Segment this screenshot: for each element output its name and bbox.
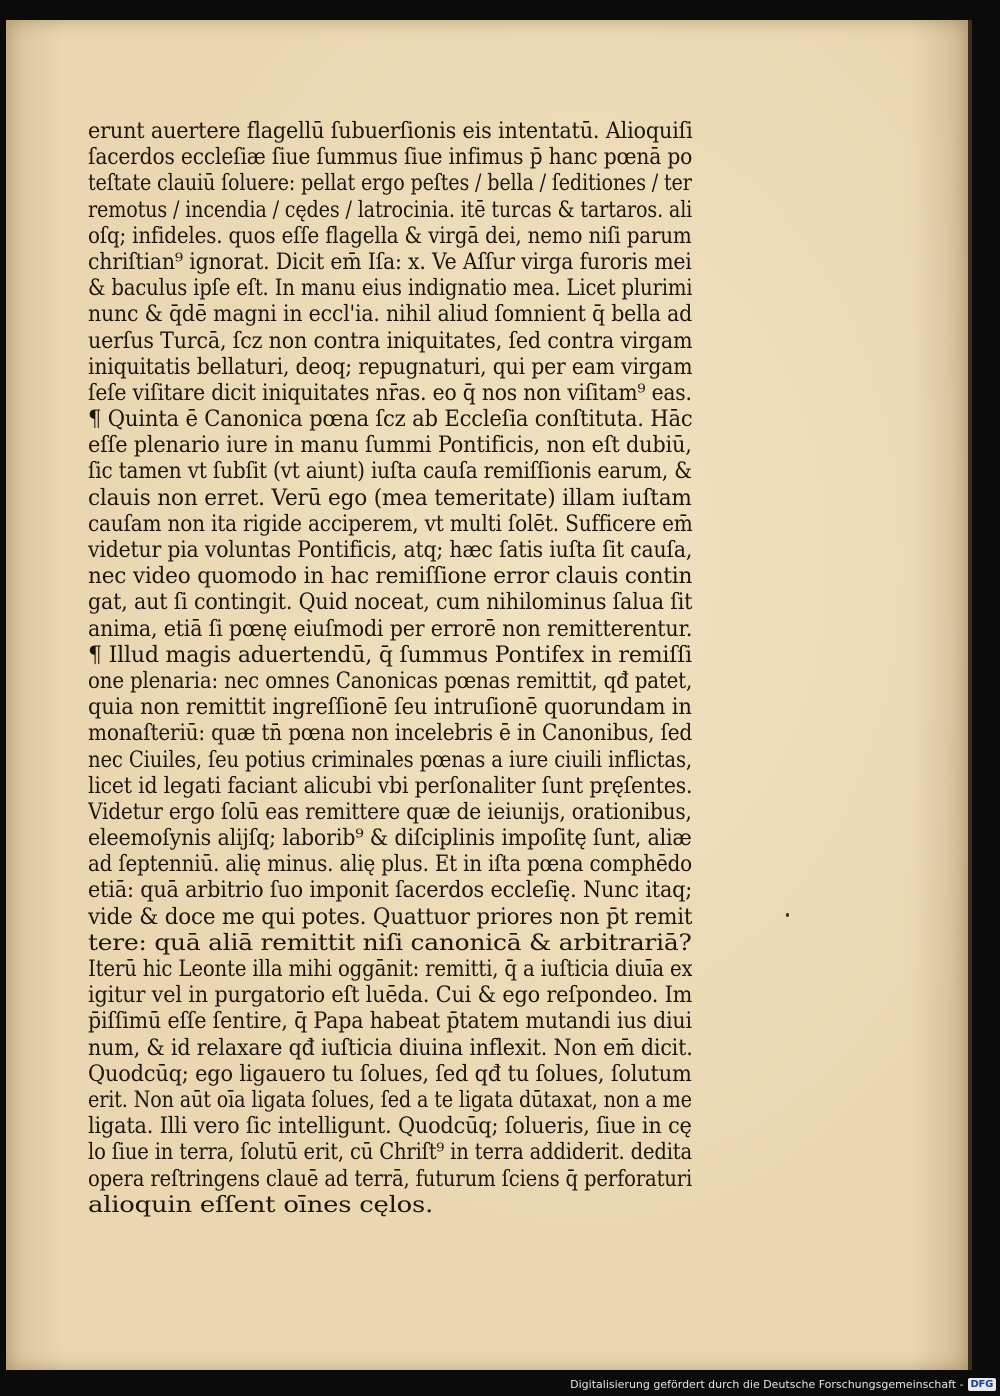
text-line: gat, aut ſi contingit. Quid noceat, cum nihilominus ſalua ſit: [88, 589, 693, 616]
text-line: etiā: quā arbitrio ſuo imponit ſacerdos eccleſię. Nunc itaq;: [88, 877, 693, 904]
digitization-credit: [570, 1374, 996, 1394]
text-line: licet id legati faciant alicubi vbi perſonaliter ſunt pręſentes.: [88, 772, 693, 799]
text-line: oſq; infideles. quos eſſe flagella & virgā dei, nemo niſi parum: [88, 222, 692, 249]
text-line: chriſtian⁹ ignorat. Dicit em̄ Iſa: x. Ve Aſſur virga furoris mei: [88, 248, 692, 275]
text-line: vide & doce me qui potes. Quattuor priores non p̄t remit: [88, 903, 693, 930]
text-line: erunt auertere flagellū ſubuerſionis eis intentatū. Alioquiſi: [88, 118, 693, 144]
text-line: nunc & q̄dē magni in eccl'ia. nihil aliud ſomnient q̄ bella ad: [88, 301, 693, 328]
text-line: iniquitatis bellaturi, deoq; repugnaturi, qui per eam virgam: [88, 353, 693, 380]
text-line: ¶ Illud magis aduertendū, q̄ ſummus Pontifex in remiſſi: [88, 641, 693, 668]
text-line: alioquin eſſent oīnes cęlos.: [88, 1191, 434, 1218]
text-line: ſeſe viſitare dicit iniquitates nr̄as. eo q̄ nos non viſitam⁹ eas.: [88, 379, 692, 406]
text-line: opera reſtringens clauē ad terrā, futurum ſciens q̄ perforaturi: [88, 1165, 693, 1192]
ink-speck: [786, 913, 789, 917]
text-line: p̄iſſimū eſſe ſentire, q̄ Papa habeat p̄tatem mutandi ius diui: [88, 1008, 692, 1035]
text-line: & baculus ipſe eſt. In manu eius indignatio mea. Licet plurimi: [88, 275, 693, 302]
text-line: num, & id relaxare qđ iuſticia diuina inflexit. Non em̄ dicit.: [88, 1034, 693, 1061]
text-line: eſſe plenario iure in manu ſummi Pontificis, non eſt dubiū,: [88, 432, 692, 459]
text-line: monaſteriū: quæ tn̄ pœna non incelebris ē in Canonibus, ſed: [88, 720, 693, 747]
text-line: anima, etiā ſi pœnę eiuſmodi per errorē non remitterentur.: [88, 615, 692, 642]
text-line: videtur pia voluntas Pontificis, atq; hæc ſatis iuſta ſit cauſa,: [88, 537, 693, 563]
text-line: erit. Non aūt oīa ligata ſolues, ſed a te ligata dūtaxat, non a me: [88, 1086, 692, 1113]
dfg-logo: DFG: [968, 1378, 996, 1391]
text-line: tere: quā aliā remittit niſi canonicā & arbitrariā?: [88, 929, 692, 956]
text-line: ligata. Illi vero ſic intelligunt. Quodcūq; ſolueris, ſiue in cę: [88, 1113, 692, 1140]
text-line: uerſus Turcā, ſcz non contra iniquitates, ſed contra virgam: [88, 327, 693, 354]
text-line: ſacerdos eccleſiæ ſiue ſummus ſiue infimus p̄ hanc pœnā po: [88, 144, 692, 171]
text-line: Quodcūq; ego ligauero tu ſolues, ſed qđ tu ſolues, ſolutum: [88, 1060, 692, 1087]
text-line: teſtate clauiū ſoluere: pellat ergo peſtes / bella / ſeditiones / ter: [88, 170, 692, 197]
text-line: cauſam non ita rigide acciperem, vt multi ſolēt. Sufficere em̄: [88, 510, 693, 537]
credit-text: Digitalisierung gefördert durch die Deutsche Forschungsgemeinschaft -: [570, 1377, 964, 1391]
text-line: ad ſeptenniū. alię minus. alię plus. Et in iſta pœna comphēdo: [88, 851, 692, 878]
text-line: igitur vel in purgatorio eſt luēda. Cui & ego reſpondeo. Im: [88, 982, 693, 1009]
text-line: eleemoſynis alijſq; laborib⁹ & diſciplinis impoſitę ſunt, aliæ: [88, 825, 692, 852]
text-line: one plenaria: nec omnes Canonicas pœnas remittit, qđ patet,: [88, 667, 692, 694]
text-line: Iterū hic Leonte illa mihi oggānit: remitti, q̄ a iuſticia diuīa ex: [88, 956, 693, 982]
text-line: quia non remittit ingreſſionē ſeu intruſionē quorundam in: [88, 694, 692, 721]
text-line: lo ſiue in terra, ſolutū erit, cū Chriſt⁹ in terra addiderit. dedita: [88, 1139, 692, 1166]
text-line: Videtur ergo ſolū eas remittere quæ de ieiunijs, orationibus,: [88, 798, 692, 825]
text-line: clauis non erret. Verū ego (mea temeritate) illam iuſtam: [88, 484, 692, 511]
text-line: nec Ciuiles, ſeu potius criminales pœnas a iure ciuili inflictas,: [88, 746, 692, 773]
text-line: nec video quomodo in hac remiſſione error clauis contin: [88, 563, 693, 590]
text-line: remotus / incendia / cędes / latrocinia. itē turcas & tartaros. ali: [88, 196, 692, 223]
page-edge: [968, 20, 972, 1370]
text-line: ſic tamen vt ſubſit (vt aiunt) iuſta cauſa remiſſionis earum, &: [88, 458, 692, 485]
page-text-block: [88, 118, 708, 1218]
text-line: ¶ Quinta ē Canonica pœna ſcz ab Eccleſia conſtituta. Hāc: [88, 406, 693, 433]
